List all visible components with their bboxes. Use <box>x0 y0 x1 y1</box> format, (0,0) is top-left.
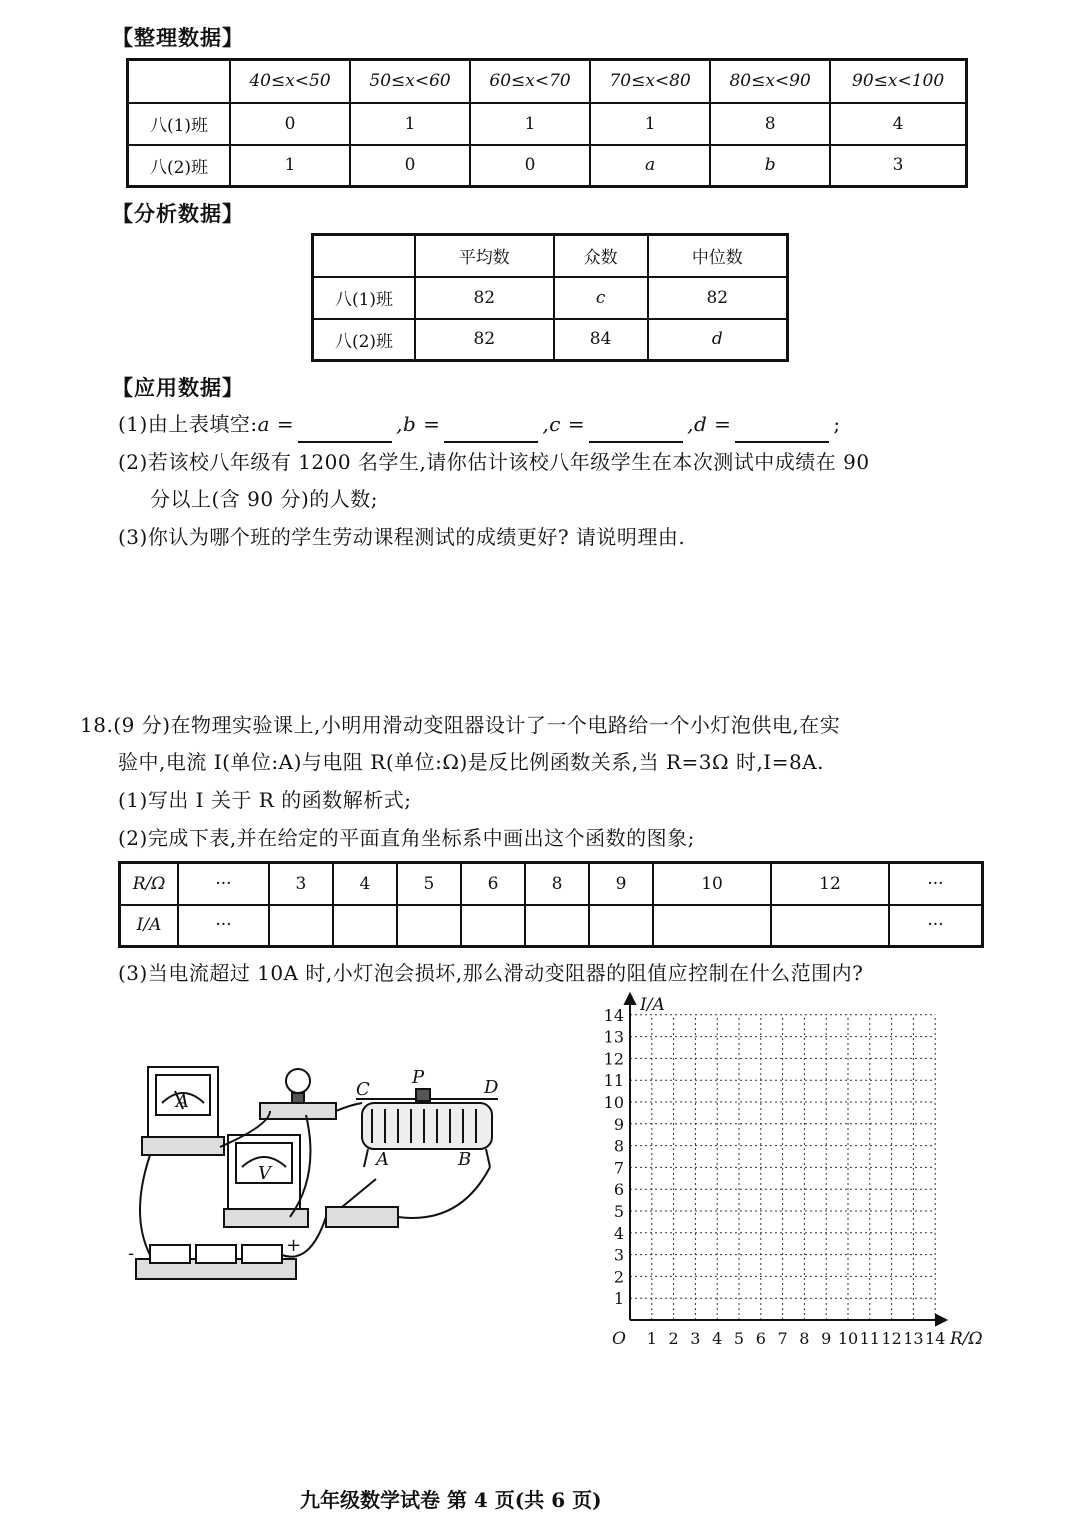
table-cell: ··· <box>889 863 983 905</box>
answer-blank-d[interactable] <box>735 419 829 443</box>
analyze-header-1: 平均数 <box>415 235 554 277</box>
organize-header-4: 70≤x<80 <box>590 60 710 103</box>
q1-b-label: ,b = <box>396 412 441 436</box>
table-cell: 八(2)班 <box>128 145 231 187</box>
answer-cell[interactable] <box>589 905 653 947</box>
table-cell: ··· <box>178 863 269 905</box>
answer-cell[interactable] <box>771 905 889 947</box>
q1-c-label: ,c = <box>542 412 586 436</box>
x-tick-label: 10 <box>837 1329 859 1348</box>
ammeter-label: A <box>176 1091 189 1112</box>
table-cell: 0 <box>350 145 470 187</box>
table-cell: 1 <box>230 145 350 187</box>
apply-q3: (3)你认为哪个班的学生劳动课程测试的成绩更好? 请说明理由. <box>118 525 686 549</box>
apply-q2-line1: (2)若该校八年级有 1200 名学生,请你估计该校八年级学生在本次测试中成绩在 90 <box>118 450 870 474</box>
y-tick-label: 9 <box>613 1114 624 1134</box>
apply-q2-line2: 分以上(含 90 分)的人数; <box>150 487 379 511</box>
battery-icon <box>136 1245 296 1279</box>
x-tick-label: 12 <box>881 1329 902 1348</box>
answer-cell[interactable] <box>333 905 397 947</box>
lightbulb-icon <box>260 1069 336 1119</box>
table-cell: 12 <box>771 863 889 905</box>
apply-q1 <box>118 405 841 443</box>
table-cell: ··· <box>889 905 983 947</box>
answer-blank-a[interactable] <box>298 419 392 443</box>
table-cell: 4 <box>830 103 966 145</box>
analyze-title: 【分析数据】 <box>112 201 244 226</box>
table-cell: 4 <box>333 863 397 905</box>
table-cell: I/A <box>120 905 179 947</box>
q1-d-label: ,d = <box>687 412 732 436</box>
organize-table <box>126 58 968 188</box>
r-i-table <box>118 861 984 948</box>
origin-label: O <box>612 1329 626 1349</box>
table-cell: R/Ω <box>120 863 179 905</box>
q1-a-label: a = <box>257 412 295 436</box>
table-cell: ··· <box>178 905 269 947</box>
table-cell: d <box>648 319 788 361</box>
table-cell: 10 <box>653 863 771 905</box>
problem18-line2: 验中,电流 I(单位:A)与电阻 R(单位:Ω)是反比例函数关系,当 R=3Ω 时,I=8A. <box>118 750 824 774</box>
q1-prefix: (1)由上表填空: <box>118 412 258 436</box>
table-cell: 82 <box>648 277 788 319</box>
y-tick-label: 12 <box>603 1049 624 1069</box>
organize-header-3: 60≤x<70 <box>470 60 590 103</box>
table-cell: 5 <box>397 863 461 905</box>
y-tick-label: 5 <box>613 1202 624 1221</box>
x-tick-label: 4 <box>712 1329 723 1348</box>
table-cell: c <box>554 277 648 319</box>
organize-header-0 <box>128 60 231 103</box>
y-tick-label: 6 <box>613 1180 624 1200</box>
apply-title: 【应用数据】 <box>112 375 244 400</box>
table-cell: 3 <box>830 145 966 187</box>
x-tick-label: 11 <box>859 1329 880 1348</box>
slider-p-label: P <box>412 1067 425 1088</box>
terminal-b-label: B <box>458 1149 472 1170</box>
x-tick-label: 14 <box>925 1329 946 1348</box>
table-cell: 1 <box>590 103 710 145</box>
organize-title: 【整理数据】 <box>112 25 244 50</box>
y-tick-label: 11 <box>603 1071 624 1091</box>
voltmeter-label: V <box>258 1163 271 1184</box>
table-cell: 6 <box>461 863 525 905</box>
x-tick-label: 9 <box>821 1329 832 1348</box>
y-tick-label: 14 <box>603 1005 624 1025</box>
table-cell: 0 <box>470 145 590 187</box>
battery-minus-label: - <box>128 1243 135 1264</box>
page-footer: 九年级数学试卷 第 4 页(共 6 页) <box>300 1488 602 1512</box>
problem18-sub1: (1)写出 I 关于 R 的函数解析式; <box>118 788 412 812</box>
x-tick-label: 2 <box>668 1329 679 1348</box>
answer-cell[interactable] <box>653 905 771 947</box>
terminal-d-label: D <box>484 1077 499 1098</box>
terminal-c-label: C <box>356 1079 370 1100</box>
analyze-header-2: 众数 <box>554 235 648 277</box>
table-cell: 八(1)班 <box>313 277 416 319</box>
y-tick-label: 3 <box>613 1245 624 1265</box>
organize-header-5: 80≤x<90 <box>710 60 830 103</box>
answer-cell[interactable] <box>461 905 525 947</box>
x-tick-label: 5 <box>733 1329 745 1348</box>
answer-cell[interactable] <box>397 905 461 947</box>
table-cell: 82 <box>415 277 554 319</box>
problem18-sub2: (2)完成下表,并在给定的平面直角坐标系中画出这个函数的图象; <box>118 826 695 850</box>
table-cell: 82 <box>415 319 554 361</box>
circuit-diagram <box>120 1055 520 1305</box>
y-tick-label: 8 <box>613 1136 624 1156</box>
table-cell: 1 <box>470 103 590 145</box>
table-cell: 八(2)班 <box>313 319 416 361</box>
organize-header-2: 50≤x<60 <box>350 60 470 103</box>
analyze-header-3: 中位数 <box>648 235 788 277</box>
analyze-table <box>311 233 789 362</box>
problem18-sub3: (3)当电流超过 10A 时,小灯泡会损坏,那么滑动变阻器的阻值应控制在什么范围内? <box>118 961 864 985</box>
q1-end: ; <box>833 412 841 436</box>
table-cell: b <box>710 145 830 187</box>
y-tick-label: 10 <box>603 1093 624 1112</box>
x-tick-label: 7 <box>777 1329 788 1348</box>
y-tick-label: 4 <box>613 1223 624 1243</box>
organize-header-6: 90≤x<100 <box>830 60 966 103</box>
answer-cell[interactable] <box>269 905 333 947</box>
y-tick-label: 2 <box>613 1267 624 1287</box>
table-cell: 0 <box>230 103 350 145</box>
organize-header-1: 40≤x<50 <box>230 60 350 103</box>
x-axis-arrow-icon <box>936 1315 946 1325</box>
y-axis-label: I/A <box>640 995 665 1015</box>
x-tick-label: 6 <box>755 1329 766 1348</box>
answer-cell[interactable] <box>525 905 589 947</box>
x-tick-label: 1 <box>646 1329 657 1348</box>
analyze-header-0 <box>313 235 416 277</box>
battery-plus-label: + <box>286 1235 302 1256</box>
table-cell: 8 <box>710 103 830 145</box>
answer-blank-c[interactable] <box>589 419 683 443</box>
coordinate-grid[interactable] <box>600 990 1000 1360</box>
y-tick-label: 13 <box>603 1027 624 1047</box>
y-tick-label: 1 <box>613 1289 624 1309</box>
x-axis-label: R/Ω <box>950 1329 983 1349</box>
terminal-a-label: A <box>376 1149 389 1170</box>
table-cell: 8 <box>525 863 589 905</box>
table-cell: 3 <box>269 863 333 905</box>
table-cell: 9 <box>589 863 653 905</box>
table-cell: 八(1)班 <box>128 103 231 145</box>
x-tick-label: 3 <box>690 1329 701 1348</box>
x-tick-label: 8 <box>799 1329 810 1348</box>
table-cell: a <box>590 145 710 187</box>
y-axis-arrow-icon <box>625 994 635 1004</box>
y-tick-label: 7 <box>613 1158 624 1178</box>
x-tick-label: 13 <box>903 1329 924 1348</box>
problem18-line1: 18.(9 分)在物理实验课上,小明用滑动变阻器设计了一个电路给一个小灯泡供电,在实 <box>80 713 841 737</box>
switch-icon <box>326 1179 398 1227</box>
table-cell: 84 <box>554 319 648 361</box>
answer-blank-b[interactable] <box>444 419 538 443</box>
table-cell: 1 <box>350 103 470 145</box>
